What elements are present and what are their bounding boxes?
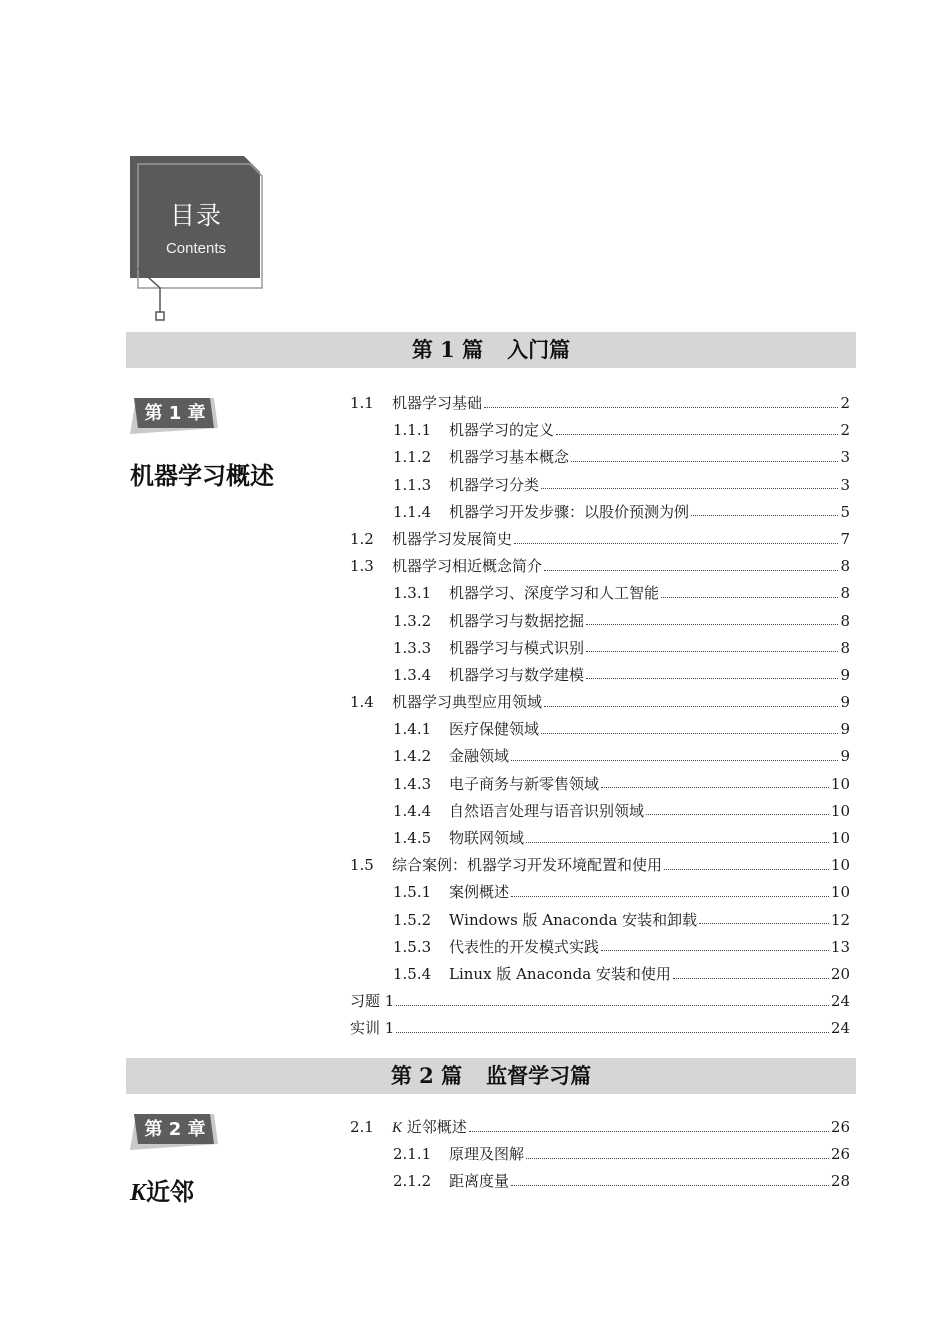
toc-entry[interactable] (350, 662, 850, 689)
toc-entry-number: 2.1.1 (393, 1145, 432, 1164)
toc-entry-page: 10 (830, 801, 850, 820)
chapter-1-toc (350, 390, 850, 1043)
toc-entry[interactable] (350, 608, 850, 635)
toc-entry-number: 1.5.2 (393, 910, 432, 929)
toc-dot-leader (673, 977, 829, 979)
toc-entry-page: 10 (830, 883, 850, 902)
toc-entry-title: 机器学习典型应用领域 (392, 693, 543, 712)
toc-dot-leader (586, 650, 838, 652)
toc-entry-number: 1.3.3 (393, 638, 432, 657)
chapter-1-tab (128, 394, 220, 440)
toc-dot-leader (541, 487, 838, 489)
toc-entry-title: 医疗保健领域 (449, 720, 540, 739)
toc-entry-title: 机器学习分类 (449, 475, 540, 494)
toc-dot-leader (526, 841, 829, 843)
toc-entry-title: 机器学习发展简史 (392, 529, 513, 548)
toc-entry-title: 综合案例：机器学习开发环境配置和使用 (392, 856, 663, 875)
toc-entry[interactable] (350, 798, 850, 825)
toc-dot-leader (586, 677, 838, 679)
toc-entry-title: 物联网领域 (449, 829, 525, 847)
toc-entry[interactable] (350, 499, 850, 526)
toc-entry-title: 机器学习与数据挖掘 (449, 611, 585, 630)
chapter-2-title-k: K (130, 1180, 147, 1206)
toc-entry-page: 10 (830, 829, 850, 847)
toc-entry[interactable] (350, 1168, 850, 1195)
toc-dot-leader (469, 1130, 829, 1132)
toc-entry[interactable] (350, 417, 850, 444)
toc-entry-page: 24 (830, 992, 850, 1011)
toc-dot-leader (484, 406, 838, 408)
toc-entry-number: 1.4.3 (393, 774, 432, 793)
chapter-2-title (130, 1172, 194, 1207)
toc-dot-leader (526, 1157, 829, 1159)
toc-dot-leader (661, 596, 838, 598)
chapter-2-toc (350, 1114, 850, 1196)
part-2-name: 监督学习篇 (486, 1063, 592, 1088)
toc-entry-number: 1.5 (350, 856, 374, 875)
toc-entry-number: 1.3.1 (393, 584, 432, 603)
toc-entry-title-text: 近邻概述 (402, 1118, 467, 1136)
toc-entry-title: 代表性的开发模式实践 (449, 937, 600, 956)
contents-badge-shape (126, 150, 266, 325)
toc-entry-number: 1.3.4 (393, 665, 432, 684)
toc-entry-title: 金融领域 (449, 747, 510, 766)
toc-entry-page: 7 (840, 529, 850, 548)
toc-entry[interactable] (350, 716, 850, 743)
chapter-1-tab-label: 第 1 章 (144, 403, 206, 424)
toc-dot-leader (544, 705, 838, 707)
toc-entry-page: 5 (840, 502, 850, 521)
toc-entry-title: 自然语言处理与语音识别领域 (449, 801, 645, 820)
toc-entry-title: 机器学习与模式识别 (449, 638, 585, 657)
toc-entry-page: 28 (830, 1172, 850, 1191)
contents-badge (126, 150, 266, 325)
toc-entry-title: 机器学习基本概念 (449, 448, 570, 467)
toc-entry[interactable] (350, 390, 850, 417)
toc-entry-number: 1.5.3 (393, 937, 432, 956)
toc-entry-number: 1.2 (350, 529, 374, 548)
toc-entry-number: 2.1 (350, 1118, 374, 1136)
contents-title: 目录 (169, 201, 222, 230)
toc-entry-title: 机器学习相近概念简介 (392, 557, 543, 576)
toc-entry-number: 1.3.2 (393, 611, 432, 630)
toc-dot-leader (511, 759, 838, 761)
toc-dot-leader (396, 1004, 829, 1006)
toc-entry-number: 1.4.4 (393, 801, 432, 820)
toc-entry-number: 1.1.1 (393, 421, 432, 440)
toc-entry[interactable] (350, 988, 850, 1015)
toc-entry-number: 1.4.2 (393, 747, 432, 766)
toc-entry-page: 26 (830, 1118, 850, 1136)
toc-entry[interactable] (350, 879, 850, 906)
toc-dot-leader (601, 949, 829, 951)
toc-entry-number: 1.3 (350, 557, 374, 576)
chapter-2-tab-label: 第 2 章 (144, 1119, 206, 1140)
toc-entry-number: 1.5.1 (393, 883, 432, 902)
toc-entry-title: Linux 版 Anaconda 安装和使用 (449, 964, 671, 983)
toc-entry[interactable] (350, 689, 850, 716)
toc-entry-page: 10 (830, 774, 850, 793)
toc-entry-title: 机器学习的定义 (449, 421, 555, 440)
part-1-name: 入门篇 (507, 337, 571, 362)
toc-entry-number: 1.1.4 (393, 502, 432, 521)
toc-entry-title-k: K (392, 1120, 403, 1136)
toc-entry[interactable] (350, 934, 850, 961)
toc-entry-title: 机器学习与数学建模 (449, 665, 585, 684)
toc-entry-title: 机器学习开发步骤：以股价预测为例 (449, 502, 690, 521)
toc-entry-page: 8 (840, 611, 850, 630)
chapter-2-title-text: 近邻 (146, 1177, 195, 1206)
toc-dot-leader (646, 813, 829, 815)
toc-entry[interactable] (350, 1114, 850, 1141)
toc-entry-number: 1.1.3 (393, 475, 432, 494)
toc-entry[interactable] (350, 907, 850, 934)
toc-entry-page: 3 (840, 448, 850, 467)
toc-entry-page: 10 (830, 856, 850, 875)
toc-entry-page: 2 (840, 421, 850, 440)
part-1-banner (126, 332, 856, 368)
toc-entry-number: 2.1.2 (393, 1172, 432, 1191)
toc-entry-title: Windows 版 Anaconda 安装和卸载 (449, 910, 698, 929)
toc-entry-page: 9 (840, 720, 850, 739)
toc-entry-page: 20 (830, 964, 850, 983)
toc-entry[interactable] (350, 526, 850, 553)
toc-entry-number: 1.4.1 (393, 720, 432, 739)
toc-dot-leader (601, 786, 829, 788)
toc-entry-page: 12 (830, 910, 850, 929)
toc-dot-leader (699, 922, 829, 924)
toc-entry[interactable] (350, 580, 850, 607)
chapter-2-tab (128, 1110, 220, 1156)
toc-entry-number: 1.4.5 (393, 829, 432, 847)
toc-dot-leader (586, 623, 838, 625)
toc-dot-leader (514, 542, 838, 544)
toc-entry-page: 24 (830, 1019, 850, 1038)
chapter-1-title: 机器学习概述 (130, 461, 274, 490)
toc-entry-page: 2 (840, 394, 850, 412)
toc-entry-title: 实训 1 (350, 1019, 395, 1038)
contents-subtitle: Contents (165, 240, 227, 257)
toc-entry-page: 9 (840, 693, 850, 712)
toc-dot-leader (544, 569, 838, 571)
toc-dot-leader (664, 868, 829, 870)
toc-entry[interactable] (350, 472, 850, 499)
toc-dot-leader (511, 895, 829, 897)
part-1-label: 第 1 篇 (411, 337, 484, 362)
toc-dot-leader (511, 1184, 829, 1186)
toc-entry[interactable] (350, 852, 850, 879)
toc-entry-page: 9 (840, 747, 850, 766)
toc-entry-page: 13 (830, 937, 850, 956)
part-2-banner (126, 1058, 856, 1094)
toc-entry-title: 机器学习基础 (392, 394, 483, 412)
toc-dot-leader (396, 1031, 829, 1033)
toc-entry-title: 距离度量 (449, 1172, 510, 1191)
part-2-label: 第 2 篇 (390, 1063, 463, 1088)
toc-entry[interactable] (350, 553, 850, 580)
toc-entry-title: 机器学习、深度学习和人工智能 (449, 584, 660, 603)
toc-entry-number: 1.5.4 (393, 964, 432, 983)
toc-entry[interactable] (350, 635, 850, 662)
toc-entry[interactable] (350, 771, 850, 798)
toc-entry[interactable] (350, 1141, 850, 1168)
toc-entry-number: 1.4 (350, 693, 374, 712)
toc-entry[interactable] (350, 743, 850, 770)
toc-dot-leader (556, 433, 838, 435)
toc-entry-title: 习题 1 (350, 992, 395, 1011)
toc-entry-number: 1.1 (350, 394, 374, 412)
toc-entry[interactable] (350, 961, 850, 988)
toc-dot-leader (691, 514, 838, 516)
toc-entry[interactable] (350, 825, 850, 852)
toc-entry-page: 8 (840, 638, 850, 657)
toc-entry[interactable] (350, 1015, 850, 1042)
toc-entry-number: 1.1.2 (393, 448, 432, 467)
toc-entry-page: 3 (840, 475, 850, 494)
toc-entry[interactable] (350, 444, 850, 471)
toc-entry-page: 8 (840, 557, 850, 576)
toc-entry-title: 案例概述 (449, 883, 510, 902)
toc-entry-title: 原理及图解 (449, 1145, 525, 1164)
toc-entry-title (392, 1114, 467, 1142)
toc-entry-page: 26 (830, 1145, 850, 1164)
toc-entry-page: 8 (840, 584, 850, 603)
toc-dot-leader (571, 460, 838, 462)
toc-entry-page: 9 (840, 665, 850, 684)
toc-dot-leader (541, 732, 838, 734)
toc-entry-title: 电子商务与新零售领域 (449, 774, 600, 793)
